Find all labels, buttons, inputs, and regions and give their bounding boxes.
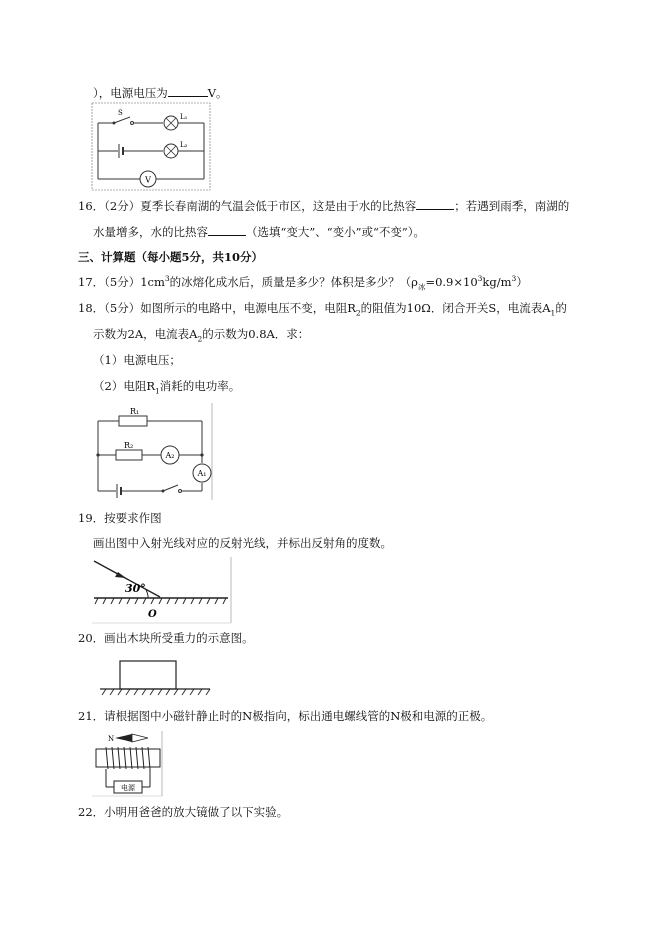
r1-label: R₁ xyxy=(130,407,140,416)
q18-text-d: 示数为2A，电流表A xyxy=(93,327,198,341)
q16-line2 xyxy=(93,223,425,240)
q17-number: 17． xyxy=(78,275,105,289)
point-o-label: O xyxy=(148,609,157,620)
q19-line xyxy=(78,510,162,526)
q20-block-figure xyxy=(100,657,212,699)
q15-circuit-figure xyxy=(92,103,212,191)
q17-text-c: =0.9×10 xyxy=(425,275,478,289)
lamp-l2-icon xyxy=(164,144,178,158)
q18-text-e: 的示数为0.8A．求： xyxy=(202,327,310,341)
q19-title: 按要求作图 xyxy=(104,511,162,525)
q17-score: （5分） xyxy=(104,275,141,289)
q18-sub2-text-b: 消耗的电功率。 xyxy=(159,379,241,393)
q18-sub-2: 1 xyxy=(550,308,556,318)
q15-prefix: ），电源电压为 xyxy=(93,86,168,100)
q17-text-e: ） xyxy=(516,275,528,289)
q19-reflection-figure xyxy=(92,557,234,625)
solenoid-core xyxy=(96,749,160,767)
q15-suffix: V。 xyxy=(207,86,228,100)
switch-blade xyxy=(163,485,178,491)
q16-text-b: ；若遇到雨季，南湖的 xyxy=(454,199,570,213)
q16-number: 16． xyxy=(78,199,105,213)
q18-text-a: 如图所示的电路中，电源电压不变，电阻R xyxy=(140,301,356,315)
q16-text-c: 水量增多，水的比热容 xyxy=(93,225,208,239)
q18-subquestion-1: （1）电源电压； xyxy=(93,353,181,367)
q17-sup-1: 3 xyxy=(164,274,170,284)
q18-text-b: 的阻值为10Ω．闭合开关S，电流表A xyxy=(360,301,551,315)
power-source-label: 电源 xyxy=(121,784,135,792)
q18-circuit-figure xyxy=(92,403,214,501)
battery-icon xyxy=(117,484,121,498)
switch-label: S xyxy=(118,109,123,117)
q18-line2 xyxy=(93,326,309,342)
q22-text: 小明用爸爸的放大镜做了以下实验。 xyxy=(104,805,289,819)
resistor-r2-icon xyxy=(116,450,142,460)
q21-number: 21． xyxy=(78,709,105,723)
q20-line xyxy=(78,630,254,646)
q17-text-b: 的冰熔化成水后，质量是多少？体积是多少？（ρ xyxy=(169,275,418,289)
q19-number: 19． xyxy=(78,511,105,525)
q18-sub2-text-a: （2）电阻R xyxy=(93,379,155,393)
q16-blank-1[interactable] xyxy=(416,197,454,210)
q18-sub-3: 2 xyxy=(197,334,203,344)
section-3-heading: 三、计算题（每小题5分，共10分） xyxy=(78,250,264,264)
q17-sup-3: 3 xyxy=(511,274,517,284)
q18-sub2-sub: 1 xyxy=(154,386,160,396)
lamp-l1-icon xyxy=(164,116,178,130)
angle-label: 30° xyxy=(125,582,146,595)
q21-solenoid-figure xyxy=(92,731,164,797)
lamp-l2-label: L₂ xyxy=(180,141,188,149)
needle-south-half xyxy=(132,734,148,742)
q20-text: 画出木块所受重力的示意图。 xyxy=(104,631,254,645)
q18-subquestion-2 xyxy=(93,378,240,394)
resistor-r1-icon xyxy=(119,416,147,426)
mirror-hatch xyxy=(95,598,226,604)
lamp-l1-label: L₁ xyxy=(180,113,188,121)
q16-line1 xyxy=(78,197,569,214)
q17-text-d: kg/m xyxy=(482,275,512,289)
a1-label: A₁ xyxy=(197,469,207,478)
wooden-block xyxy=(120,661,176,689)
q17-sup-2: 3 xyxy=(477,274,483,284)
r2-label: R₂ xyxy=(124,441,134,450)
q16-blank-2[interactable] xyxy=(208,223,246,236)
q21-text: 请根据图中小磁针静止时的N极指向，标出通电螺线管的N极和电源的正极。 xyxy=(104,709,493,723)
switch-blade xyxy=(114,117,130,123)
angle-arc xyxy=(146,590,148,598)
voltmeter-label: V xyxy=(145,175,151,185)
q21-line xyxy=(78,708,492,724)
a2-label: A₂ xyxy=(165,451,175,460)
q17-sub: 冰 xyxy=(417,282,426,292)
q16-score: （2分） xyxy=(104,199,141,213)
q20-number: 20． xyxy=(78,631,105,645)
q18-line1 xyxy=(78,300,567,316)
q22-number: 22． xyxy=(78,805,105,819)
q22-line xyxy=(78,804,288,820)
q15-answer-blank[interactable] xyxy=(168,84,208,97)
q16-text-d: （选填“变大”、“变小”或“不变”）。 xyxy=(246,225,426,239)
q18-score: （5分） xyxy=(104,301,141,315)
needle-n-label: N xyxy=(108,735,115,743)
battery-icon xyxy=(119,144,123,158)
q15-tail-line xyxy=(93,84,228,101)
q17-text-a: 1cm xyxy=(140,275,165,289)
q16-text-a: 夏季长春南湖的气温会低于市区，这是由于水的比热容 xyxy=(140,199,417,213)
q18-number: 18． xyxy=(78,301,105,315)
needle-north-half xyxy=(115,734,132,742)
q19-instruction: 画出图中入射光线对应的反射光线，并标出反射角的度数。 xyxy=(93,536,392,550)
q18-sub-1: 2 xyxy=(355,308,361,318)
q18-text-c: 的 xyxy=(555,301,567,315)
ground-hatch xyxy=(102,689,210,695)
q17-line xyxy=(78,274,528,290)
